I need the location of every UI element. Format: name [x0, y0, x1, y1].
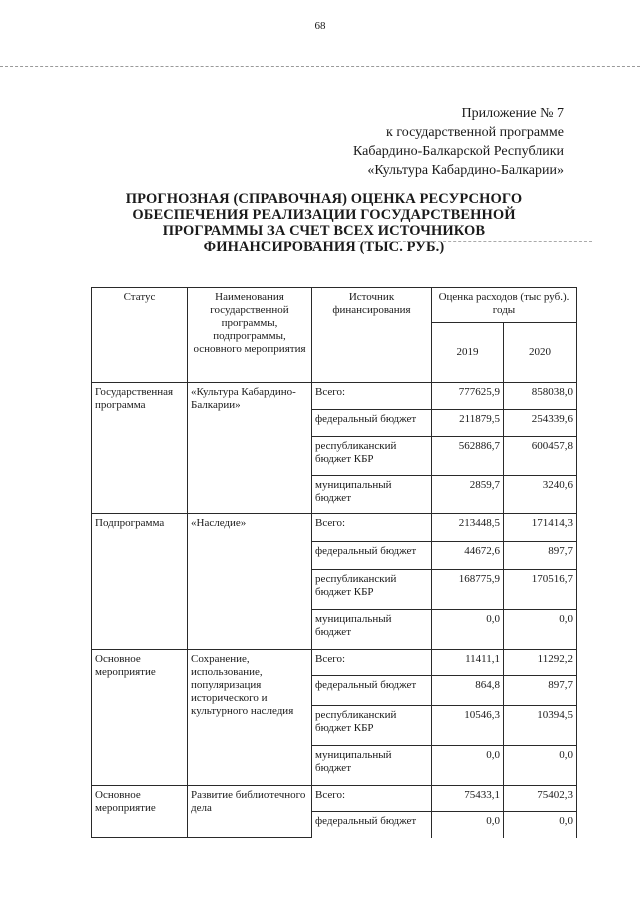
value-2020-cell: 75402,3 [504, 786, 577, 812]
source-cell: Всего: [312, 514, 432, 542]
appendix-line: Кабардино-Балкарской Республики [353, 144, 564, 159]
status-cell: Основное мероприятие [92, 786, 188, 838]
program-name-cell: Сохранение, использование, популяризация исторического и культурного наследия [188, 650, 312, 786]
value-2019-cell: 0,0 [432, 812, 504, 838]
value-2019-cell: 211879,5 [432, 410, 504, 437]
header-estimate: Оценка расходов (тыс руб.). годы [432, 288, 577, 323]
document-title [84, 191, 564, 255]
value-2020-cell: 897,7 [504, 542, 577, 570]
header-year-2020: 2020 [504, 323, 577, 383]
value-2020-cell: 3240,6 [504, 476, 577, 514]
header-status: Статус [92, 288, 188, 383]
title-line: ОБЕСПЕЧЕНИЯ РЕАЛИЗАЦИИ ГОСУДАРСТВЕННОЙ [132, 207, 516, 223]
value-2019-cell: 11411,1 [432, 650, 504, 676]
source-cell: федеральный бюджет [312, 676, 432, 706]
value-2019-cell: 44672,6 [432, 542, 504, 570]
value-2020-cell: 0,0 [504, 610, 577, 650]
value-2020-cell: 0,0 [504, 746, 577, 786]
value-2020-cell: 897,7 [504, 676, 577, 706]
value-2019-cell: 864,8 [432, 676, 504, 706]
scan-rule [262, 241, 592, 242]
value-2019-cell: 777625,9 [432, 383, 504, 410]
program-name-cell: «Культура Кабардино-Балкарии» [188, 383, 312, 514]
value-2020-cell: 600457,8 [504, 437, 577, 476]
status-cell: Подпрограмма [92, 514, 188, 650]
value-2019-cell: 10546,3 [432, 706, 504, 746]
source-cell: республиканский бюджет КБР [312, 706, 432, 746]
value-2020-cell: 170516,7 [504, 570, 577, 610]
value-2020-cell: 11292,2 [504, 650, 577, 676]
value-2019-cell: 0,0 [432, 610, 504, 650]
value-2019-cell: 213448,5 [432, 514, 504, 542]
program-name-cell: «Наследие» [188, 514, 312, 650]
source-cell: республиканский бюджет КБР [312, 570, 432, 610]
source-cell: федеральный бюджет [312, 812, 432, 838]
source-cell: Всего: [312, 383, 432, 410]
source-cell: республиканский бюджет КБР [312, 437, 432, 476]
appendix-line: «Культура Кабардино-Балкарии» [367, 163, 564, 178]
status-cell: Основное мероприятие [92, 650, 188, 786]
title-line: ПРОГРАММЫ ЗА СЧЕТ ВСЕХ ИСТОЧНИКОВ [162, 223, 486, 239]
program-name-cell: Развитие библиотечного дела [188, 786, 312, 838]
source-cell: Всего: [312, 650, 432, 676]
source-cell: федеральный бюджет [312, 542, 432, 570]
source-cell: муниципальный бюджет [312, 746, 432, 786]
source-cell: муниципальный бюджет [312, 476, 432, 514]
title-line: ФИНАНСИРОВАНИЯ (ТЫС. РУБ.) [203, 239, 445, 255]
header-source: Источник финансирования [312, 288, 432, 383]
value-2019-cell: 0,0 [432, 746, 504, 786]
value-2019-cell: 75433,1 [432, 786, 504, 812]
appendix-line: к государственной программе [386, 125, 564, 140]
scan-rule [0, 66, 640, 67]
value-2019-cell: 2859,7 [432, 476, 504, 514]
status-cell: Государственная программа [92, 383, 188, 514]
value-2020-cell: 171414,3 [504, 514, 577, 542]
value-2019-cell: 562886,7 [432, 437, 504, 476]
page-number: 68 [314, 20, 326, 32]
appendix-block [353, 104, 564, 180]
appendix-line: Приложение № 7 [461, 106, 564, 121]
header-name: Наименования государственной программы, подпрограммы, основного мероприятия [188, 288, 312, 383]
source-cell: Всего: [312, 786, 432, 812]
source-cell: муниципальный бюджет [312, 610, 432, 650]
value-2020-cell: 254339,6 [504, 410, 577, 437]
value-2020-cell: 0,0 [504, 812, 577, 838]
value-2020-cell: 858038,0 [504, 383, 577, 410]
header-year-2019: 2019 [432, 323, 504, 383]
value-2020-cell: 10394,5 [504, 706, 577, 746]
value-2019-cell: 168775,9 [432, 570, 504, 610]
source-cell: федеральный бюджет [312, 410, 432, 437]
budget-table [91, 287, 577, 838]
title-line: ПРОГНОЗНАЯ (СПРАВОЧНАЯ) ОЦЕНКА РЕСУРСНОГО [125, 191, 523, 207]
